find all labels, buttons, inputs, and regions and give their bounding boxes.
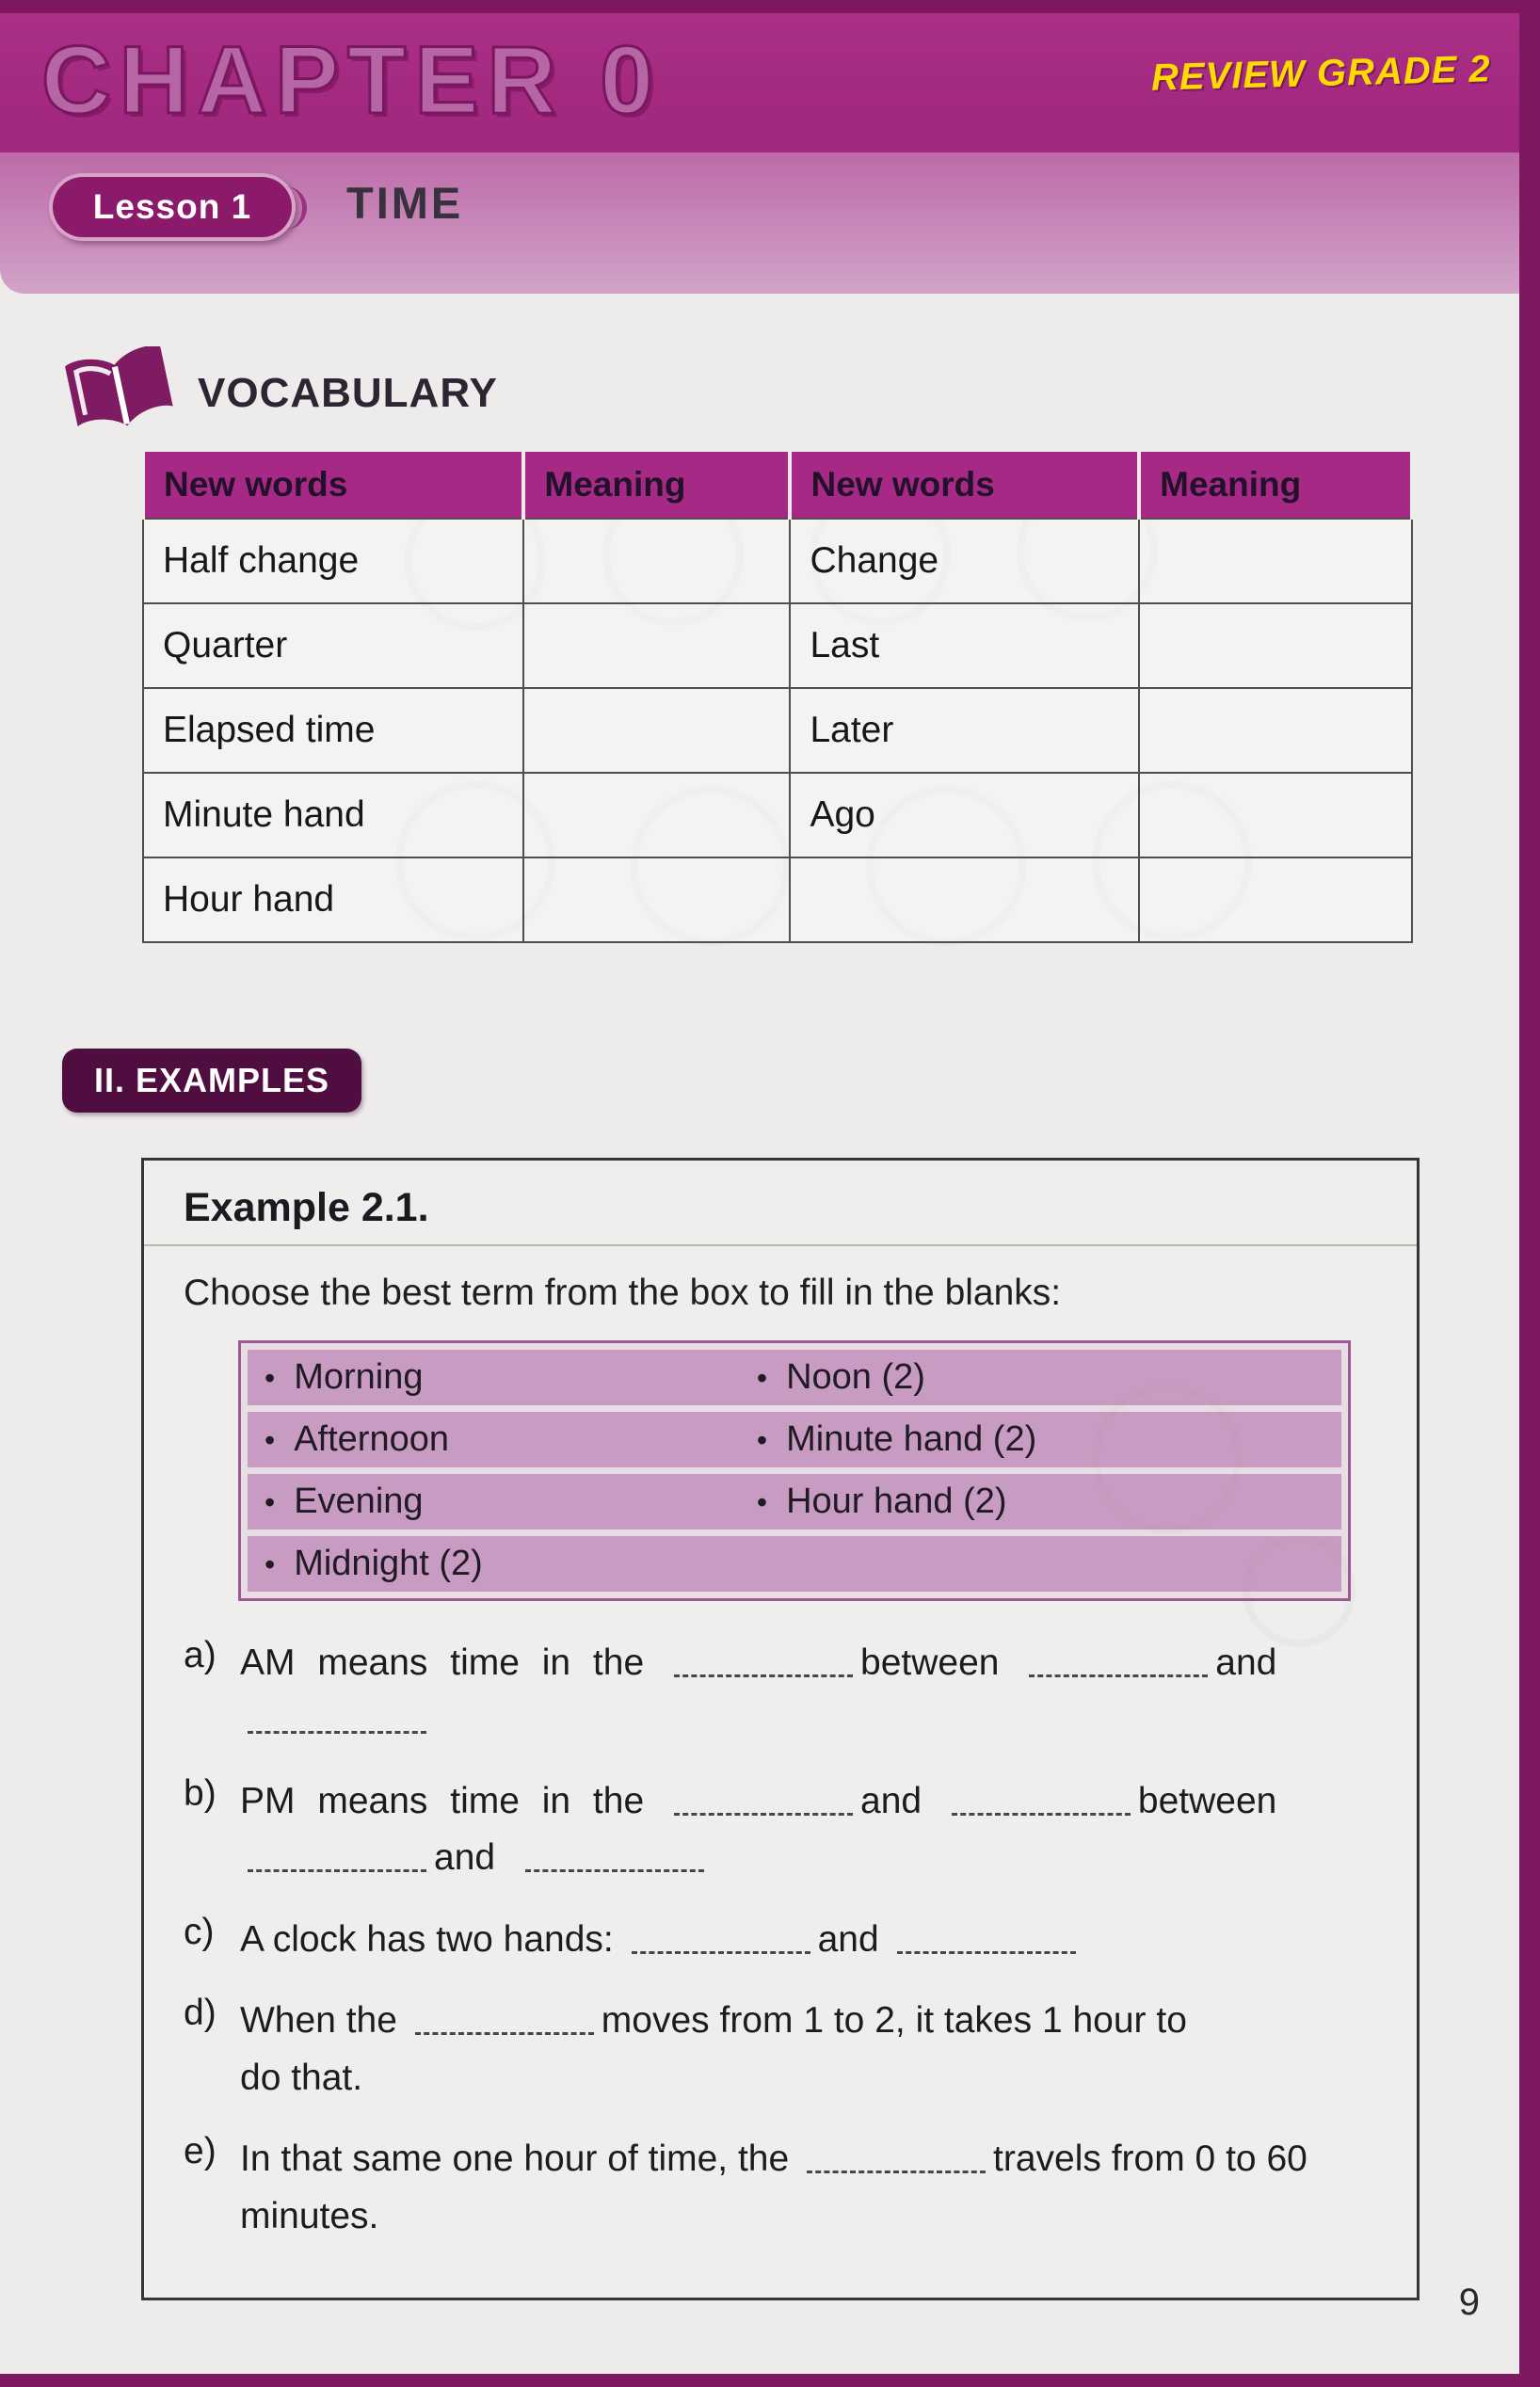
- word-box-item-label: Morning: [294, 1357, 424, 1397]
- fill-in-blank: [1029, 1641, 1208, 1677]
- example-text-segment: and: [1215, 1642, 1277, 1683]
- example-item-text: [240, 1912, 1377, 1968]
- vocab-cell: Minute hand: [143, 773, 523, 857]
- bullet-icon: •: [265, 1546, 276, 1581]
- word-box-item: [248, 1474, 740, 1530]
- vocab-table-body: [143, 519, 1412, 942]
- vocab-cell: Hour hand: [143, 857, 523, 942]
- right-edge-strip: [1519, 0, 1540, 2387]
- fill-in-blank: [248, 1697, 426, 1734]
- example-text-segment: between: [1137, 1780, 1277, 1821]
- vocab-cell-empty: [1139, 857, 1412, 942]
- vocab-row: [143, 773, 1412, 857]
- vocab-row: [143, 519, 1412, 603]
- vocab-cell-empty: [523, 603, 790, 688]
- vocab-cell-empty: [1139, 773, 1412, 857]
- word-box-row: [248, 1536, 1341, 1592]
- fill-in-blank: [248, 1835, 426, 1872]
- example-item: [184, 1773, 1377, 1887]
- word-box-item: [248, 1536, 740, 1592]
- bullet-icon: •: [756, 1484, 768, 1519]
- example-text-segment: In that same one hour of time, the: [240, 2139, 790, 2180]
- example-item-label: c): [184, 1911, 215, 1952]
- vocab-row: [143, 857, 1412, 942]
- example-content: [144, 1246, 1417, 2298]
- vocab-cell: Change: [790, 519, 1139, 603]
- example-item-label: b): [184, 1772, 217, 1814]
- vocab-cell-empty: [1139, 603, 1412, 688]
- word-box-item: [740, 1474, 1341, 1530]
- vocab-header-row: [143, 450, 1412, 519]
- word-box-item: [248, 1412, 740, 1467]
- fill-in-blank: [897, 1917, 1076, 1954]
- example-text-segment: minutes.: [240, 2195, 379, 2236]
- lesson-badge: [49, 173, 296, 241]
- word-box-item: [740, 1412, 1341, 1467]
- example-item-text: [240, 1635, 1377, 1749]
- fill-in-blank: [415, 1998, 594, 2035]
- vocab-header-cell: Meaning: [1139, 450, 1412, 519]
- word-box-item: [740, 1350, 1341, 1405]
- open-book-icon: [62, 346, 179, 441]
- fill-in-blank: [674, 1779, 853, 1816]
- vocab-row: [143, 603, 1412, 688]
- bottom-edge-strip: [0, 2374, 1540, 2387]
- word-box: [238, 1340, 1351, 1601]
- lesson-title: TIME: [346, 178, 464, 228]
- word-box-row: [248, 1474, 1341, 1530]
- vocab-cell-empty: [790, 857, 1139, 942]
- word-box-row: [248, 1350, 1341, 1405]
- word-box-item-label: Noon (2): [786, 1357, 925, 1397]
- word-box-item-label: Afternoon: [294, 1419, 449, 1459]
- example-text-segment: and: [860, 1780, 922, 1821]
- word-box-row: [248, 1412, 1341, 1467]
- lesson-band: [0, 152, 1540, 294]
- example-text-segment: AM means time in the: [240, 1642, 645, 1683]
- bullet-icon: •: [756, 1422, 768, 1457]
- example-item-text: [240, 1993, 1377, 2107]
- vocab-cell: Elapsed time: [143, 688, 523, 773]
- word-box-item: [248, 1350, 740, 1405]
- example-item: [184, 2131, 1377, 2245]
- fill-in-blank: [674, 1641, 853, 1677]
- bullet-icon: •: [756, 1360, 768, 1395]
- lesson-badge-label: Lesson 1: [92, 187, 252, 226]
- vocab-cell: Quarter: [143, 603, 523, 688]
- example-box: [141, 1158, 1420, 2300]
- vocab-cell-empty: [1139, 688, 1412, 773]
- page-number: 9: [1458, 2282, 1480, 2323]
- examples-section-badge: [62, 1049, 361, 1113]
- bullet-icon: •: [265, 1360, 276, 1395]
- chapter-header: [0, 13, 1540, 152]
- example-text-segment: When the: [240, 2000, 397, 2042]
- fill-in-blank: [952, 1779, 1131, 1816]
- vocabulary-heading: [62, 346, 498, 441]
- example-item-text: [240, 1773, 1377, 1887]
- review-grade-label: REVIEW GRADE 2: [1150, 48, 1492, 99]
- top-edge-bar: [0, 0, 1540, 13]
- vocab-cell-empty: [523, 688, 790, 773]
- vocab-cell-empty: [1139, 519, 1412, 603]
- vocab-header-cell: New words: [790, 450, 1139, 519]
- example-item-label: e): [184, 2131, 217, 2172]
- vocab-cell-empty: [523, 519, 790, 603]
- word-box-item-label: Evening: [294, 1482, 424, 1521]
- example-text-segment: moves from 1 to 2, it takes 1 hour to: [601, 2000, 1187, 2042]
- example-instruction: Choose the best term from the box to fill in the blanks:: [184, 1273, 1062, 1313]
- example-text-segment: do that.: [240, 2057, 363, 2098]
- fill-in-blank: [525, 1835, 704, 1872]
- example-items: [184, 1635, 1377, 2245]
- example-text-segment: A clock has two hands:: [240, 1918, 614, 1960]
- example-item-text: [240, 2131, 1377, 2245]
- bullet-icon: •: [265, 1484, 276, 1519]
- example-item: [184, 1993, 1377, 2107]
- word-box-item-label: Midnight (2): [294, 1544, 483, 1583]
- vocab-header-cell: New words: [143, 450, 523, 519]
- word-box-empty: [740, 1536, 1341, 1592]
- vocabulary-section-title: VOCABULARY: [198, 370, 498, 416]
- example-item: [184, 1635, 1377, 1749]
- vocab-cell-empty: [523, 773, 790, 857]
- vocab-cell: Later: [790, 688, 1139, 773]
- example-text-segment: and: [434, 1837, 496, 1879]
- vocab-cell: Ago: [790, 773, 1139, 857]
- fill-in-blank: [632, 1917, 810, 1954]
- examples-badge-label: II. EXAMPLES: [94, 1061, 330, 1099]
- vocab-row: [143, 688, 1412, 773]
- example-text-segment: between: [860, 1642, 1000, 1683]
- chapter-title: CHAPTER 0: [41, 26, 663, 134]
- vocab-cell: Half change: [143, 519, 523, 603]
- vocab-header-cell: Meaning: [523, 450, 790, 519]
- vocabulary-table: [141, 448, 1414, 943]
- word-box-item-label: Minute hand (2): [786, 1419, 1037, 1459]
- fill-in-blank: [807, 2137, 986, 2173]
- example-text-segment: PM means time in the: [240, 1780, 645, 1821]
- example-text-segment: and: [817, 1918, 879, 1960]
- example-title: Example 2.1.: [144, 1161, 1417, 1246]
- word-box-item-label: Hour hand (2): [786, 1482, 1007, 1521]
- bullet-icon: •: [265, 1422, 276, 1457]
- vocab-cell-empty: [523, 857, 790, 942]
- example-text-segment: travels from 0 to 60: [993, 2139, 1307, 2180]
- example-item-label: d): [184, 1993, 217, 2034]
- vocab-cell: Last: [790, 603, 1139, 688]
- example-item: [184, 1912, 1377, 1968]
- example-item-label: a): [184, 1635, 217, 1675]
